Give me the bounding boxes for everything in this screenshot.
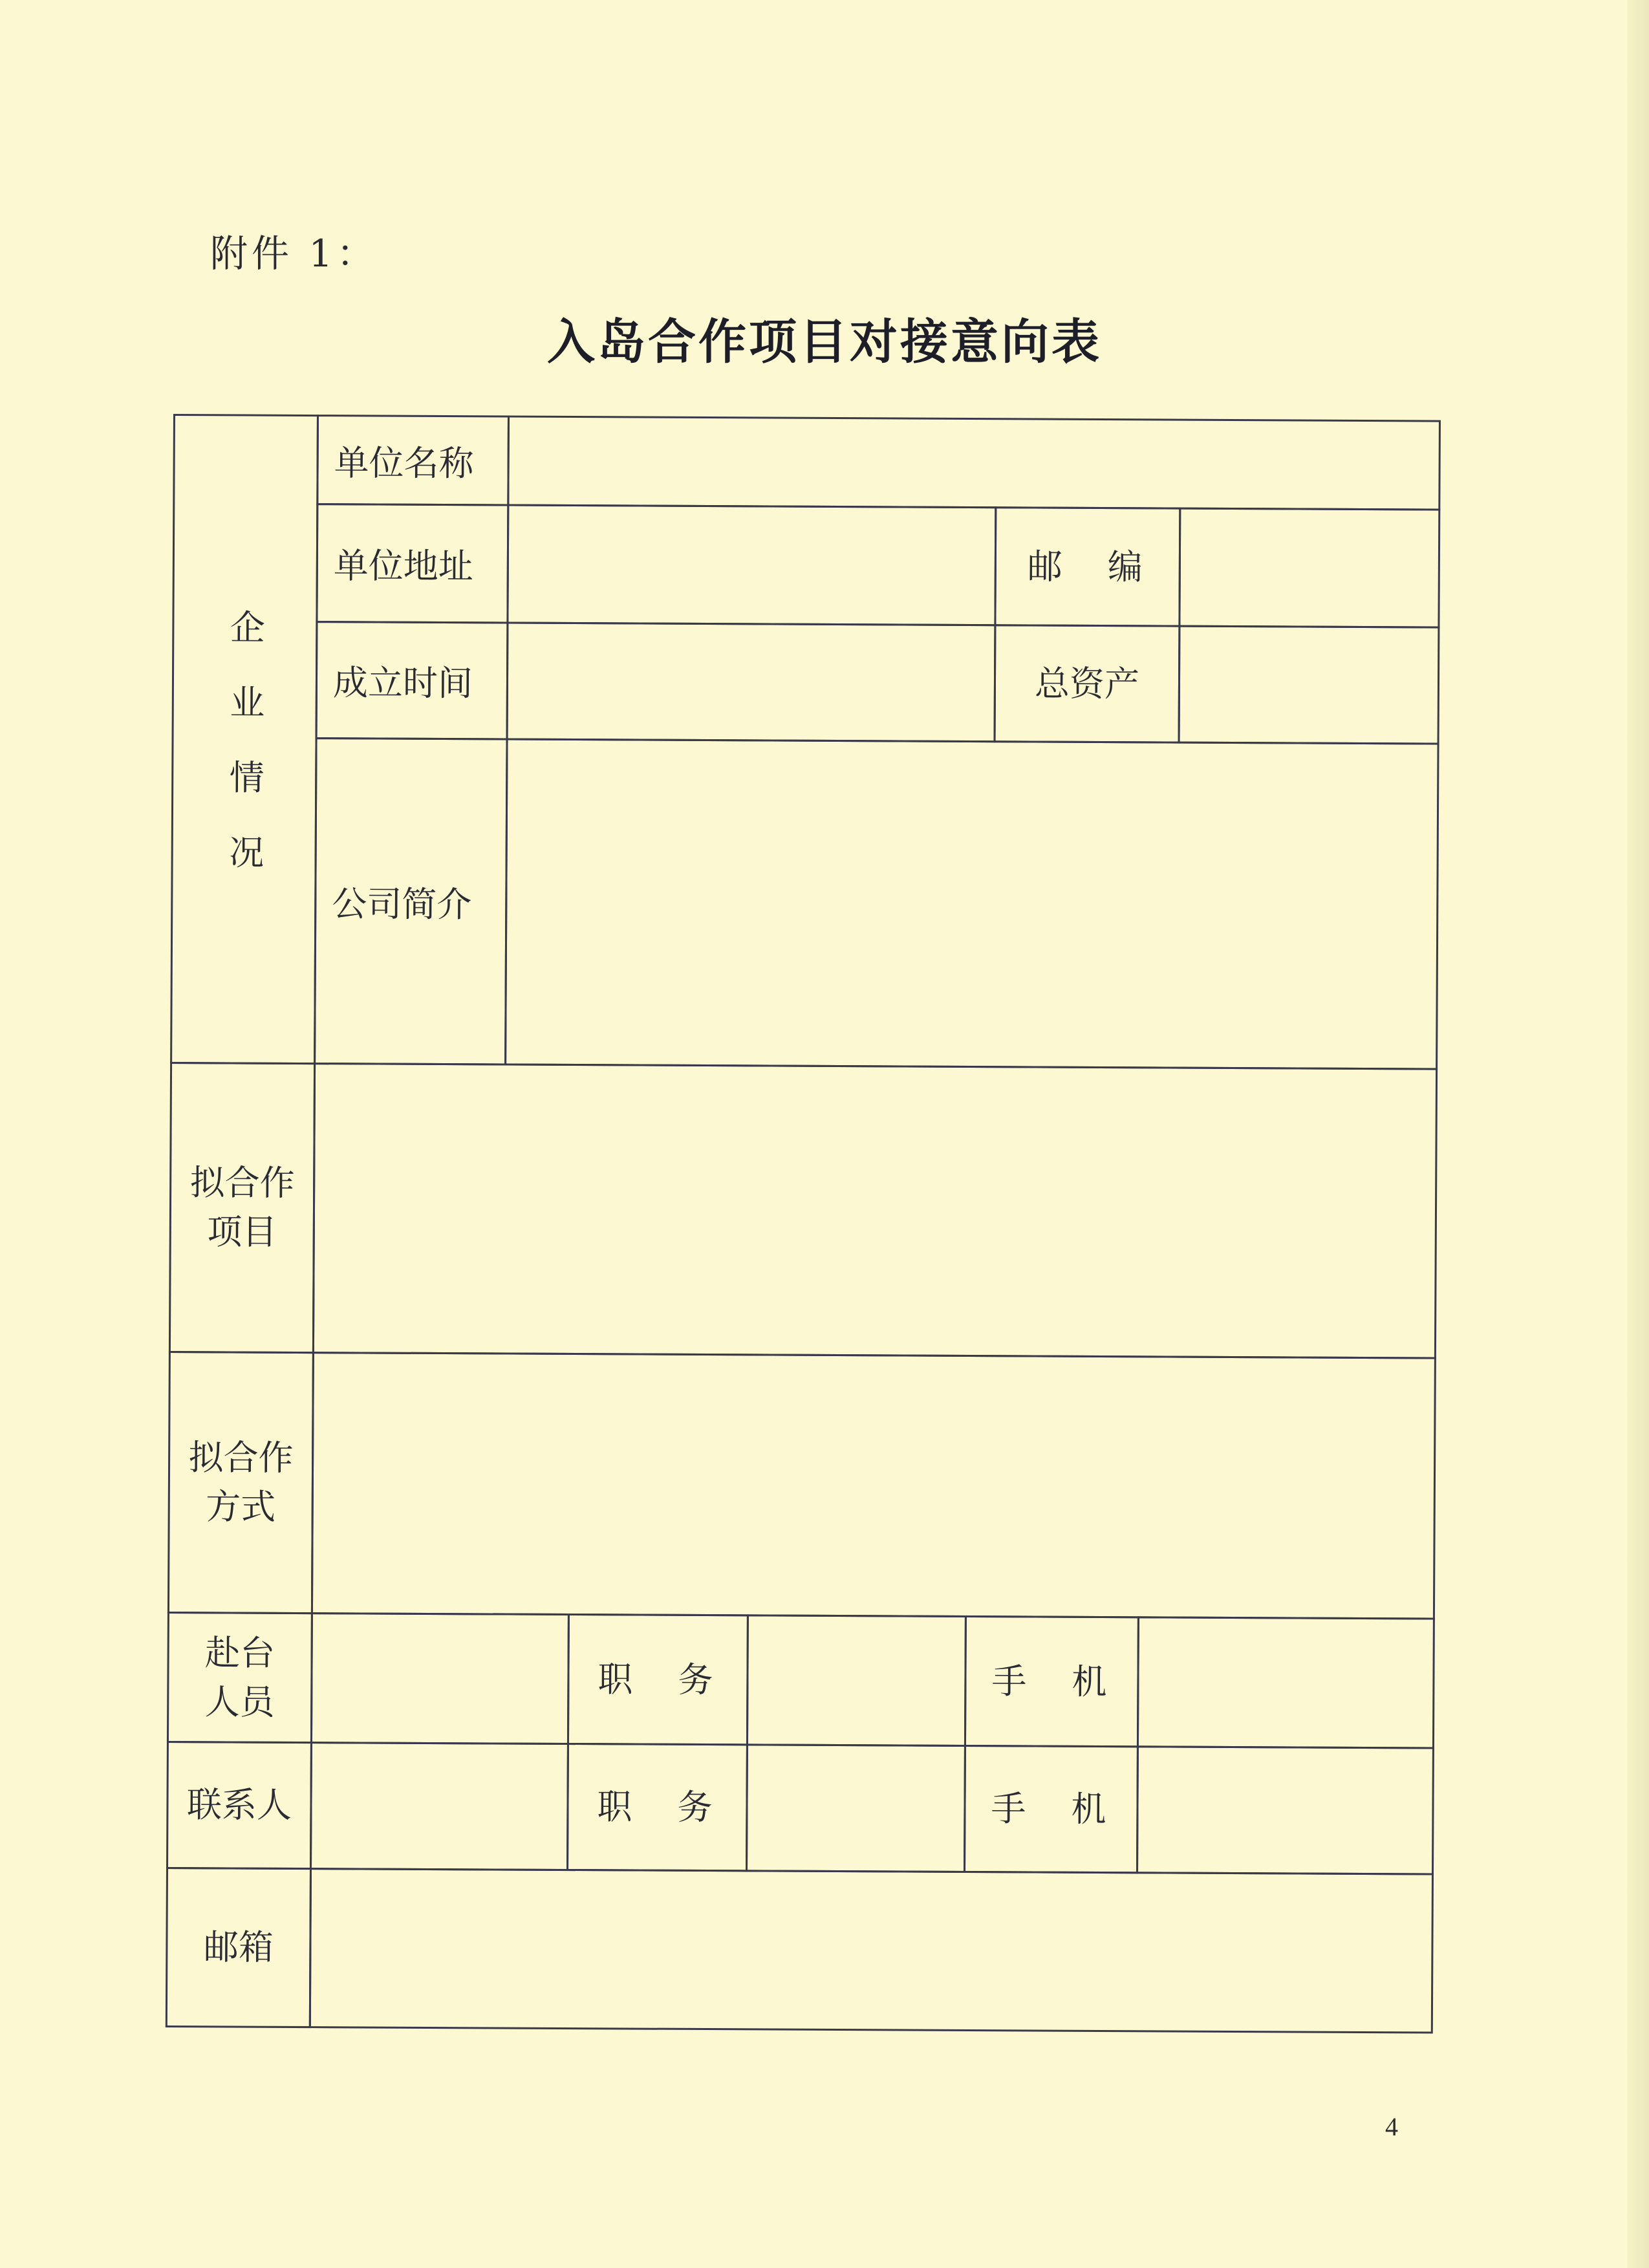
email-field[interactable] bbox=[309, 1868, 1434, 2033]
postcode-label: 邮 编 bbox=[994, 506, 1181, 627]
visiting-staff-label: 赴台人员 bbox=[167, 1612, 313, 1744]
position-label-2: 职 务 bbox=[566, 1743, 748, 1872]
mobile-field-2[interactable] bbox=[1136, 1745, 1434, 1875]
position-label-1: 职 务 bbox=[567, 1614, 749, 1745]
company-intro-field[interactable] bbox=[504, 739, 1439, 1070]
company-section-label: 企业情况 bbox=[170, 414, 319, 1064]
proposed-project-label: 拟合作项目 bbox=[169, 1062, 316, 1354]
total-assets-field[interactable] bbox=[1178, 625, 1440, 745]
page-number: 4 bbox=[1385, 2112, 1398, 2141]
proposed-method-label: 拟合作方式 bbox=[167, 1351, 314, 1614]
email-label: 邮箱 bbox=[166, 1867, 312, 2028]
intent-form-table bbox=[166, 414, 1441, 2034]
mobile-field-1[interactable] bbox=[1137, 1616, 1435, 1749]
company-intro-label: 公司简介 bbox=[314, 737, 508, 1065]
founded-field[interactable] bbox=[506, 622, 997, 743]
unit-address-label: 单位地址 bbox=[316, 503, 509, 623]
total-assets-label: 总资产 bbox=[994, 624, 1181, 743]
attachment-label: 附件 1： bbox=[210, 232, 378, 275]
postcode-field[interactable] bbox=[1178, 508, 1440, 629]
contact-person-field[interactable] bbox=[310, 1742, 569, 1871]
position-field-1[interactable] bbox=[746, 1614, 967, 1747]
position-field-2[interactable] bbox=[746, 1744, 966, 1873]
form-title: 入岛合作项目对接意向表 bbox=[547, 314, 1102, 370]
unit-address-field[interactable] bbox=[506, 504, 997, 627]
mobile-label-2: 手 机 bbox=[964, 1745, 1139, 1874]
proposed-method-field[interactable] bbox=[311, 1352, 1436, 1619]
visiting-staff-field[interactable] bbox=[310, 1612, 570, 1745]
proposed-project-field[interactable] bbox=[312, 1063, 1438, 1359]
unit-name-label: 单位名称 bbox=[316, 415, 510, 506]
unit-name-field[interactable] bbox=[507, 416, 1441, 511]
contact-person-label: 联系人 bbox=[166, 1741, 312, 1870]
founded-label: 成立时间 bbox=[316, 621, 509, 740]
mobile-label-1: 手 机 bbox=[964, 1615, 1139, 1747]
